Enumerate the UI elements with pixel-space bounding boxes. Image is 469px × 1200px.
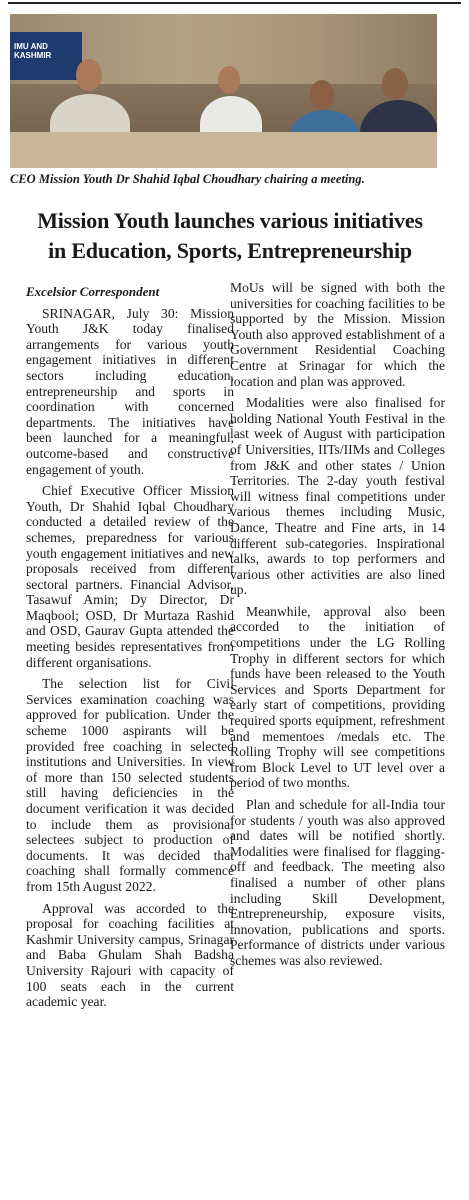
byline: Excelsior Correspondent <box>26 284 160 299</box>
paragraph: Approval was accorded to the proposal for coaching facilities at Kashmir University campus, Srinagar and Baba Ghulam Shah Badsha University Rajouri with capacity of 100 seats each in the current academic year. <box>26 900 234 1010</box>
photo-banner <box>10 32 82 80</box>
paragraph: Plan and schedule for all-India tour for students / youth was also approved and dates will be notified shortly. Modalities were finalised for flagging-off and feedback. The meeting also finalised a number of other plans including Skill Development, Entrepreneurship, exposure visits, innovation, publications and sports. Performance of districts under various schemes was also reviewed. <box>230 797 445 968</box>
headline-line-1: Mission Youth launches various initiatives <box>37 208 423 233</box>
photo-table <box>10 132 437 168</box>
paragraph: Modalities were also finalised for holding National Youth Festival in the last week of August with participation of Universities, IITs/IIMs and Colleges from J&K and other states / Union Territories. The 2-day youth festival will witness final competitions under various themes including Music, Dance, Theatre and Fine arts, in 14 different sub-categories. Inspirational talks, awards to top performers and various other activities are also lined up. <box>230 395 445 598</box>
right-column <box>230 280 445 975</box>
person-3-head <box>310 80 334 110</box>
headline-line-2: in Education, Sports, Entrepreneurship <box>48 238 412 263</box>
paragraph: The selection list for Civil Services examination coaching was approved for publication. Under the scheme 1000 aspirants will be provided free coaching in selected institutions and Universities. In view of more than 150 selected students still having deficiencies in the document verification it was decided to include them as provisional selectees subject to production of documents. It was decided that coaching shall formally commence from 15th August 2022. <box>26 676 234 894</box>
photo-caption: CEO Mission Youth Dr Shahid Iqbal Choudhary chairing a meeting. <box>10 172 365 186</box>
article-headline <box>10 206 450 266</box>
paragraph: Chief Executive Officer Mission Youth, Dr Shahid Iqbal Choudhary conducted a detailed review of the schemes, preparedness for various youth engagement initiatives and new proposals received from different sectoral partners. Financial Advisor, Tasawuf Amin; Dy Director, Dr Maqbool; OSD, Dr Murtaza Rashid and OSD, Gaurav Gupta attended the meeting besides representatives from different organisations. <box>26 483 234 670</box>
paragraph: SRINAGAR, July 30: Mission Youth J&K today finalised arrangements for various youth engagement initiatives in different sectors including education, entrepreneurship and sports in coordination with concerned departments. The initiatives have been launched for a meaningful, outcome-based and constructive engagement of youth. <box>26 305 234 477</box>
meeting-photo <box>10 14 437 168</box>
paragraph-continued: MoUs will be signed with both the universities for coaching facilities to be supported by the Mission. Mission Youth also approved establishment of a Government Residential Coaching Centre at Srinagar for which the location and plan was approved. <box>230 280 445 389</box>
paragraph: Meanwhile, approval also been accorded to the initiation of competitions under the LG Rolling Trophy in different sectors for which funds have been released to the Youth Services and Sports Department for early start of competitions, providing required sports equipment, refreshment and mementoes /medals etc. The Rolling Trophy will see competitions from Block Level to UT level over a period of two months. <box>230 603 445 791</box>
person-2-head <box>218 66 240 94</box>
person-4-head <box>382 68 408 100</box>
top-rule <box>8 2 461 4</box>
photo-banner-text: IMU AND KASHMIR <box>14 42 52 60</box>
person-1-head <box>76 59 102 91</box>
left-column <box>26 280 234 1016</box>
